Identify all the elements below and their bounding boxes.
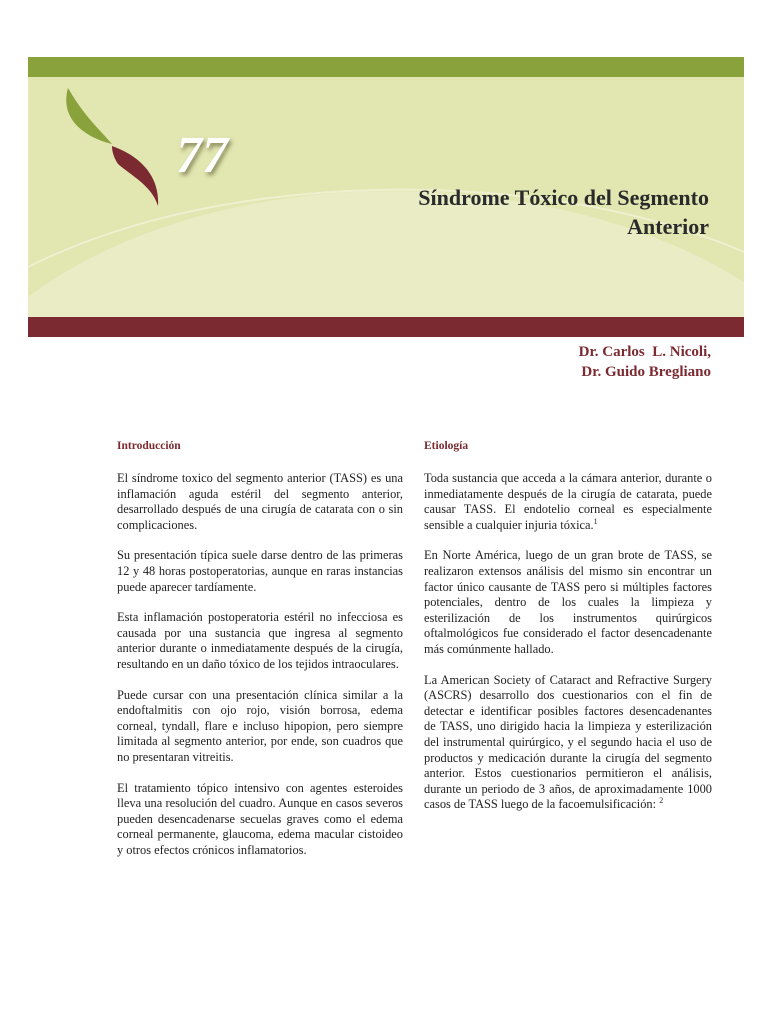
author-1: Dr. Carlos L. Nicoli,: [578, 344, 711, 360]
reference-marker: 2: [659, 796, 664, 806]
section-heading-etiologia: Etiología: [424, 440, 469, 452]
chapter-title-line1: Síndrome Tóxico del Segmento: [418, 185, 709, 210]
chapter-title-line2: Anterior: [627, 214, 709, 239]
paragraph: Su presentación típica suele darse dentro de las primeras 12 y 48 horas postoperatorias, aunque en raras instancias puede aparecer tardíamente.: [117, 548, 403, 594]
paragraph: Esta inflamación postoperatoria estéril no infecciosa es causada por una sustancia que ingresa al segmento anterior durante o inmediatamente después de la cirugía, resultando en un daño tóxico de los tejidos intraoculares.: [117, 610, 403, 671]
paragraph: El síndrome toxico del segmento anterior (TASS) es una inflamación aguda estéril del segmento anterior, desarrollado después de una cirugía de catarata con o sin complicaciones.: [117, 471, 403, 532]
author-list: [579, 342, 711, 382]
paragraph: [424, 673, 712, 813]
paragraph: Puede cursar con una presentación clínica similar a la endoftalmitis con ojo rojo, visión borrosa, edema corneal, tyndall, flare e incluso hipopion, pero siempre limitada al segmento anterior, por ende, son cuadros que no presentaran vitreitis.: [117, 687, 403, 764]
red-leaf-shape: [112, 146, 158, 206]
header-bottom-stripe: [28, 317, 744, 337]
paragraph-text: La American Society of Cataract and Refractive Surgery (ASCRS) desarrollo dos cuestionarios con el fin de detectar e identificar posibles factores desencadenantes de TASS, uno dirigido hacia la limpieza y esterilización del instrumental quirúrgico, y el segundo hacia el uso de productos y medicación durante la cirugía del segmento anterior. Estos cuestionarios permitieron el análisis, durante un periodo de 3 años, de aproximadamente 1000 casos de TASS luego de la facoemulsificación:: [424, 672, 712, 812]
right-column: [424, 440, 712, 828]
paragraph-text: Toda sustancia que acceda a la cámara anterior, durante o inmediatamente después de la cirugía de catarata, puede causar TASS. El endotelio corneal es especialmente sensible a cualquier injuria tóxica.: [424, 471, 712, 532]
paragraph: [424, 471, 712, 533]
section-heading-introduccion: Introducción: [117, 440, 181, 452]
paragraph: En Norte América, luego de un gran brote de TASS, se realizaron extensos análisis del mismo sin encontrar un factor único causante de TASS pero si múltiples factores potenciales, dentro de los cuales la limpieza y esterilización de los instrumentos quirúrgicos oftalmológicos fue considerado el factor desencadenante más comúnmente hallado.: [424, 548, 712, 656]
paragraph: El tratamiento tópico intensivo con agentes esteroides lleva una resolución del cuadro. Aunque en casos severos pueden desencadenarse secuelas graves como el edema corneal permanente, glaucoma, edema macular cistoideo y otros efectos crónicos inflamatorios.: [117, 780, 403, 857]
header-top-stripe: [28, 57, 744, 77]
chapter-number: 77: [176, 127, 228, 184]
leaf-ornament-icon: [60, 86, 170, 226]
chapter-title: [289, 183, 709, 241]
green-leaf-shape: [66, 88, 112, 144]
author-2: Dr. Guido Bregliano: [581, 364, 711, 380]
left-column: [117, 440, 403, 873]
reference-marker: 1: [593, 516, 598, 526]
